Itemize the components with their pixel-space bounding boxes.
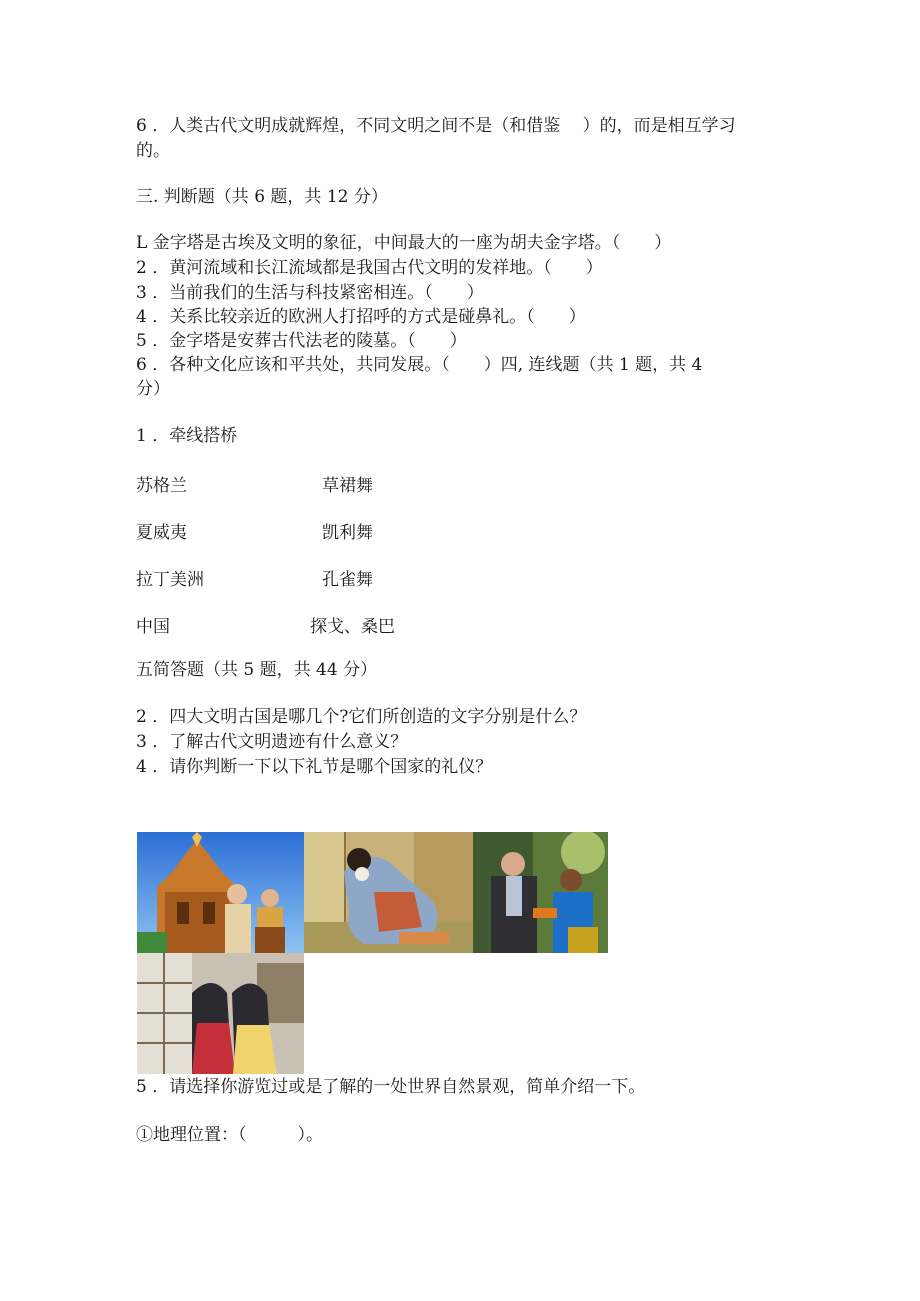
photo-indian-greeting (473, 832, 608, 953)
geo-location-blank: ①地理位置：（ ）。 (136, 1125, 323, 1145)
match-left-1: 苏格兰 (136, 476, 187, 496)
q6-fill-line2: 的。 (136, 141, 170, 161)
photo-korean-bow (137, 953, 304, 1074)
match-right-2: 凯利舞 (322, 523, 373, 543)
matching-question: 1 ．牵线搭桥 (136, 426, 238, 446)
section3-title: 三. 判断题（共 6 题，共 12 分） (136, 187, 388, 207)
match-left-2: 夏威夷 (136, 523, 187, 543)
judge-item-4: 4 ．关系比较亲近的欧洲人打招呼的方式是碰鼻礼。（ ） (136, 307, 586, 327)
short-answer-3: 3 ．了解古代文明遗迹有什么意义？ (136, 732, 408, 752)
match-left-4: 中国 (136, 617, 170, 637)
judge-item-1: L 金字塔是古埃及文明的象征，中间最大的一座为胡夫金字塔。（ ） (136, 233, 672, 253)
section5-title: 五简答题（共 5 题，共 44 分） (136, 660, 378, 680)
judge-item-6: 6 ．各种文化应该和平共处，共同发展。（ ）四, 连线题（共 1 题，共 4 (136, 355, 703, 375)
match-right-3: 孔雀舞 (322, 570, 373, 590)
match-left-3: 拉丁美洲 (136, 570, 204, 590)
match-right-4: 探戈、桑巴 (310, 617, 395, 637)
q6-fill-line1: 6 ．人类古代文明成就辉煌，不同文明之间不是（和借鉴 ）的，而是相互学习 (136, 116, 736, 136)
match-right-1: 草裙舞 (322, 476, 373, 496)
judge-item-6-cont: 分） (136, 379, 170, 399)
short-answer-4: 4 ．请你判断一下以下礼节是哪个国家的礼仪？ (136, 757, 493, 777)
short-answer-2: 2 ．四大文明古国是哪几个?它们所创造的文字分别是什么？ (136, 707, 587, 727)
judge-item-2: 2 ．黄河流域和长江流域都是我国古代文明的发祥地。（ ） (136, 258, 603, 278)
judge-item-3: 3 ．当前我们的生活与科技紧密相连。（ ） (136, 283, 484, 303)
judge-item-5: 5 ．金字塔是安葬古代法老的陵墓。（ ） (136, 331, 467, 351)
photo-japanese-bow (304, 832, 473, 953)
short-answer-5: 5 ．请选择你游览过或是了解的一处世界自然景观，简单介绍一下。 (136, 1077, 646, 1097)
photo-thai-greeting (137, 832, 304, 953)
